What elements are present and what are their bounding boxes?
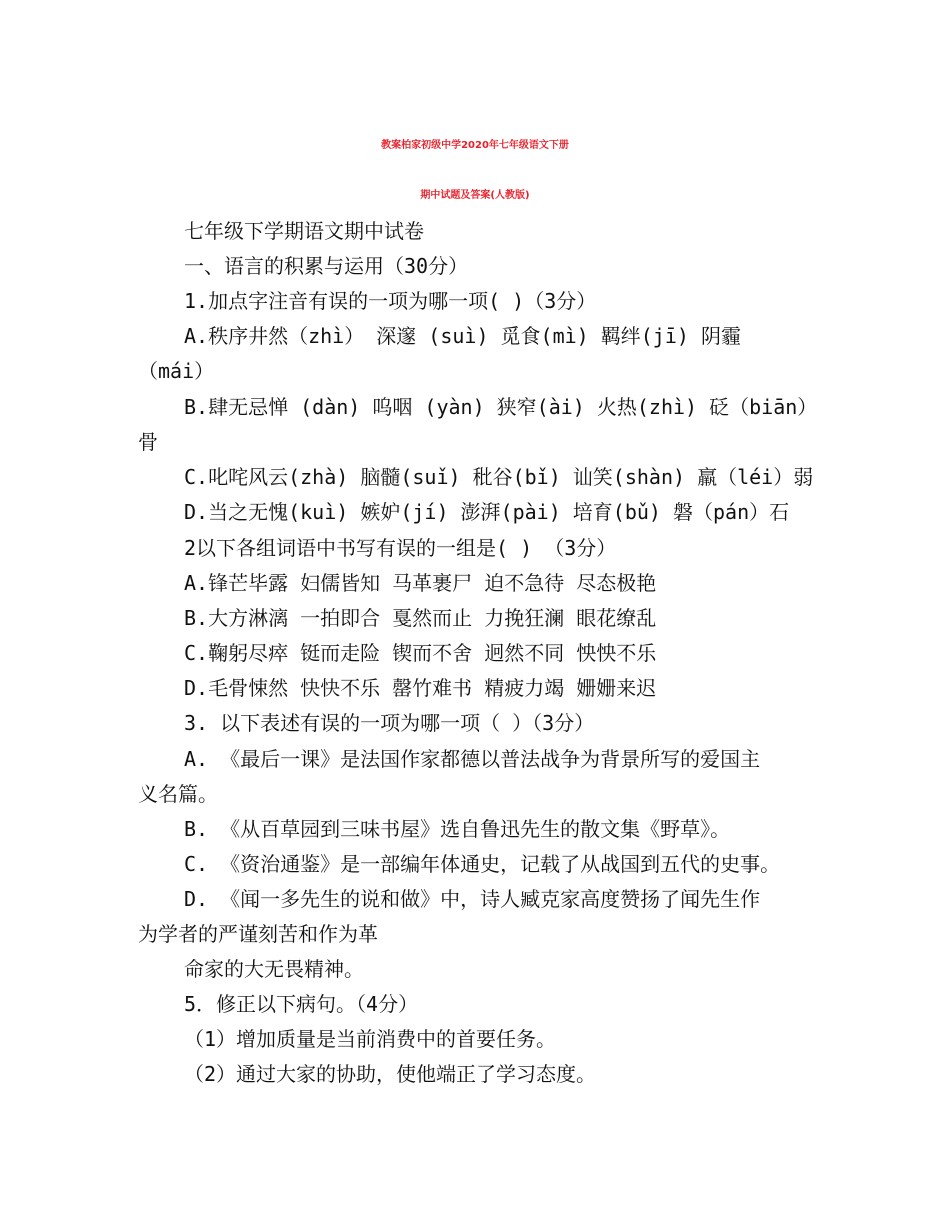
question-5: 5．修正以下病句。（4分） — [184, 992, 419, 1016]
exam-heading: 七年级下学期语文期中试卷 — [184, 219, 424, 243]
q3-option-c: C. 《资治通鉴》是一部编年体通史，记载了从战国到五代的史事。 — [184, 852, 781, 876]
document-title-line-1: 教案柏家初级中学2020年七年级语文下册 — [381, 140, 569, 151]
q1-option-b: B.肆无忌惮 (dàn) 呜咽 (yàn) 狭窄(ài) 火热(zhì) 砭（biān） — [184, 395, 818, 419]
q3-option-d-continued: 为学者的严谨刻苦和作为革 — [138, 922, 378, 946]
q2-option-c: C.鞠躬尽瘁 铤而走险 锲而不舍 迥然不同 怏怏不乐 — [184, 641, 657, 665]
question-2: 2以下各组词语中书写有误的一组是( ) （3分） — [184, 536, 617, 560]
q1-option-c: C.叱咤风云(zhà) 脑髓(suǐ) 秕谷(bǐ) 讪笑(shàn) 羸（léi）弱 — [184, 465, 814, 489]
q3-option-d-continued-2: 命家的大无畏精神。 — [184, 957, 364, 981]
q2-option-a: A.锋芒毕露 妇儒皆知 马革裹尸 迫不急待 尽态极艳 — [184, 571, 657, 595]
q3-option-a-continued: 义名篇。 — [138, 782, 218, 806]
q5-item-2: （2）通过大家的协助，使他端正了学习态度。 — [184, 1062, 597, 1086]
q5-item-1: （1）增加质量是当前消费中的首要任务。 — [184, 1027, 557, 1051]
q3-option-d: D. 《闻一多先生的说和做》中，诗人臧克家高度赞扬了闻先生作 — [184, 887, 761, 911]
section-heading: 一、语言的积累与运用（30分） — [184, 254, 469, 278]
document-title-line-2: 期中试题及答案(人教版) — [420, 190, 530, 201]
q3-option-a: A. 《最后一课》是法国作家都德以普法战争为背景所写的爱国主 — [184, 747, 761, 771]
q1-option-b-continued: 骨 — [138, 430, 158, 454]
question-3: 3. 以下表述有误的一项为哪一项（ ）（3分） — [184, 711, 595, 735]
q3-option-b: B. 《从百草园到三味书屋》选自鲁迅先生的散文集《野草》。 — [184, 817, 731, 841]
q2-option-b: B.大方淋漓 一拍即合 戛然而止 力挽狂澜 眼花缭乱 — [184, 606, 657, 630]
q2-option-d: D.毛骨悚然 快快不乐 罄竹难书 精疲力竭 姗姗来迟 — [184, 676, 657, 700]
question-1: 1.加点字注音有误的一项为哪一项( )（3分） — [184, 289, 597, 313]
q1-option-d: D.当之无愧(kuì) 嫉妒(jí) 澎湃(pài) 培育(bǔ) 磐（pán）石 — [184, 500, 790, 524]
q1-option-a: A.秩序井然（zhì） 深邃 (suì) 觅食(mì) 羁绊(jī) 阴霾 — [184, 324, 741, 348]
q1-option-a-continued: （mái） — [138, 359, 215, 383]
